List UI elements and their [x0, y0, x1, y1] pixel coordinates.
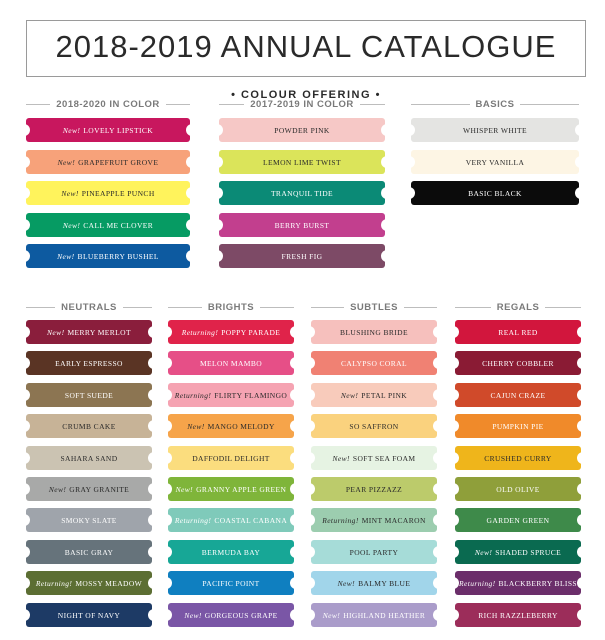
swatch-name: LOVELY LIPSTICK: [83, 125, 154, 135]
swatch-status: Returning!: [35, 578, 73, 588]
colour-swatch: [455, 508, 581, 532]
swatch-name: BASIC BLACK: [468, 188, 522, 198]
swatch-name: MERRY MERLOT: [67, 327, 131, 337]
colour-swatch: [219, 181, 385, 205]
column-heading: [219, 98, 385, 110]
swatch-name: CRUSHED CURRY: [484, 453, 552, 463]
swatch-name: SHADED SPRUCE: [495, 547, 562, 557]
colour-swatch: [411, 181, 579, 205]
colour-swatch: [26, 571, 152, 595]
column-heading-label: NEUTRALS: [61, 301, 117, 313]
swatch-name: REAL RED: [498, 327, 538, 337]
swatch-status: New!: [61, 188, 79, 198]
colour-swatch: [455, 351, 581, 375]
swatch-status: New!: [340, 390, 359, 400]
colour-swatch: [168, 383, 294, 407]
column-heading: [455, 301, 581, 313]
swatch-name: GORGEOUS GRAPE: [204, 610, 278, 620]
colour-swatch: [311, 320, 437, 344]
swatch-status: New!: [332, 453, 350, 463]
colour-swatch: [26, 351, 152, 375]
colour-swatch: [168, 508, 294, 532]
colour-swatch: [311, 477, 437, 501]
swatch-name: BASIC GRAY: [64, 547, 114, 557]
swatch-name: NIGHT OF NAVY: [57, 610, 121, 620]
swatch-name: FLIRTY FLAMINGO: [214, 390, 288, 400]
colour-swatch: [26, 181, 190, 205]
colour-swatch: [26, 320, 152, 344]
colour-swatch: [455, 414, 581, 438]
swatch-name: VERY VANILLA: [465, 157, 525, 167]
column-heading-label: BRIGHTS: [207, 301, 255, 313]
swatch-name: MELON MAMBO: [199, 358, 263, 368]
colour-swatch: [26, 244, 190, 268]
colour-swatch: [219, 213, 385, 237]
swatch-status: New!: [57, 157, 76, 167]
swatch-name: GRAY GRANITE: [69, 484, 130, 494]
swatch-name: BLACKBERRY BLISS: [498, 578, 577, 588]
colour-swatch: [455, 320, 581, 344]
column-heading-label: 2018-2020 IN COLOR: [56, 98, 160, 110]
colour-swatch: [455, 477, 581, 501]
swatch-status: New!: [175, 484, 194, 494]
colour-swatch: [219, 244, 385, 268]
swatch-status: New!: [322, 610, 341, 620]
colour-swatch: [168, 603, 294, 627]
swatch-name: CAJUN CRAZE: [490, 390, 546, 400]
colour-swatch: [168, 446, 294, 470]
colour-swatch: [168, 351, 294, 375]
swatch-name: FRESH FIG: [281, 251, 323, 261]
swatch-name: LEMON LIME TWIST: [263, 157, 341, 167]
swatch-name: CALL ME CLOVER: [83, 220, 154, 230]
swatch-name: RICH RAZZLEBERRY: [478, 610, 558, 620]
swatch-name: PEAR PIZZAZZ: [345, 484, 403, 494]
swatch-name: PINEAPPLE PUNCH: [81, 188, 155, 198]
colour-swatch: [26, 118, 190, 142]
swatch-status: New!: [48, 484, 67, 494]
swatch-status: New!: [47, 327, 65, 337]
swatch-status: New!: [184, 610, 202, 620]
title-frame: [26, 20, 586, 101]
colour-swatch: [455, 446, 581, 470]
colour-swatch: [311, 603, 437, 627]
swatch-name: BLUEBERRY BUSHEL: [77, 251, 159, 261]
swatch-name: CRUMB CAKE: [62, 421, 116, 431]
swatch-name: BALMY BLUE: [358, 578, 411, 588]
swatch-name: BERMUDA BAY: [201, 547, 261, 557]
column-heading: [311, 301, 437, 313]
swatch-status: Returning!: [181, 327, 219, 337]
colour-swatch: [26, 477, 152, 501]
swatch-name: PUMPKIN PIE: [492, 421, 544, 431]
swatch-name: SOFT SEA FOAM: [352, 453, 416, 463]
colour-swatch: [26, 383, 152, 407]
swatch-name: BLUSHING BRIDE: [340, 327, 408, 337]
colour-swatch: [411, 150, 579, 174]
colour-swatch: [26, 603, 152, 627]
swatch-name: GRANNY APPLE GREEN: [196, 484, 287, 494]
swatch-name: TRANQUIL TIDE: [270, 188, 334, 198]
colour-swatch: [455, 383, 581, 407]
colour-swatch: [219, 118, 385, 142]
colour-swatch: [219, 150, 385, 174]
swatch-name: MINT MACARON: [361, 515, 426, 525]
colour-swatch: [311, 351, 437, 375]
page-title: 2018-2019 ANNUAL CATALOGUE: [55, 29, 557, 64]
colour-swatch: [168, 320, 294, 344]
swatch-name: BERRY BURST: [274, 220, 330, 230]
colour-swatch: [311, 508, 437, 532]
colour-swatch: [168, 571, 294, 595]
swatch-name: SO SAFFRON: [349, 421, 399, 431]
colour-swatch: [455, 603, 581, 627]
column-heading-label: SUBTLES: [350, 301, 398, 313]
colour-swatch: [26, 213, 190, 237]
swatch-name: SAHARA SAND: [60, 453, 118, 463]
colour-swatch: [311, 446, 437, 470]
swatch-status: Returning!: [174, 390, 212, 400]
column-heading-label: 2017-2019 IN COLOR: [250, 98, 354, 110]
colour-swatch: [168, 414, 294, 438]
swatch-status: New!: [187, 421, 205, 431]
column-heading: [168, 301, 294, 313]
colour-swatch: [26, 540, 152, 564]
swatch-name: PETAL PINK: [361, 390, 408, 400]
swatch-name: POPPY PARADE: [221, 327, 281, 337]
colour-swatch: [168, 477, 294, 501]
colour-swatch: [411, 118, 579, 142]
column-heading-label: REGALS: [496, 301, 540, 313]
colour-swatch: [311, 571, 437, 595]
swatch-name: POWDER PINK: [274, 125, 330, 135]
swatch-name: MANGO MELODY: [207, 421, 275, 431]
swatch-name: CALYPSO CORAL: [341, 358, 407, 368]
colour-swatch: [311, 414, 437, 438]
swatch-name: WHISPER WHITE: [462, 125, 527, 135]
colour-swatch: [455, 540, 581, 564]
swatch-name: GRAPEFRUIT GROVE: [78, 157, 159, 167]
swatch-name: GARDEN GREEN: [486, 515, 550, 525]
swatch-status: New!: [57, 251, 75, 261]
swatch-status: Returning!: [322, 515, 359, 525]
swatch-name: SOFT SUEDE: [64, 390, 114, 400]
colour-swatch: [455, 571, 581, 595]
swatch-name: SMOKY SLATE: [61, 515, 117, 525]
swatch-name: POOL PARTY: [349, 547, 399, 557]
swatch-name: CHERRY COBBLER: [482, 358, 554, 368]
colour-swatch: [26, 150, 190, 174]
swatch-status: New!: [62, 220, 81, 230]
swatch-status: Returning!: [459, 578, 496, 588]
column-heading: [411, 98, 579, 110]
swatch-name: COASTAL CABANA: [214, 515, 288, 525]
swatch-name: HIGHLAND HEATHER: [343, 610, 426, 620]
column-heading: [26, 301, 152, 313]
swatch-status: New!: [474, 547, 493, 557]
swatch-status: Returning!: [174, 515, 212, 525]
swatch-status: New!: [337, 578, 356, 588]
colour-swatch: [26, 414, 152, 438]
swatch-status: New!: [62, 125, 81, 135]
swatch-name: DAFFODIL DELIGHT: [192, 453, 270, 463]
colour-swatch: [311, 540, 437, 564]
swatch-name: MOSSY MEADOW: [75, 578, 143, 588]
colour-swatch: [168, 540, 294, 564]
swatch-name: PACIFIC POINT: [202, 578, 260, 588]
column-heading-label: BASICS: [475, 98, 515, 110]
page-subtitle: • COLOUR OFFERING •: [219, 89, 393, 101]
colour-swatch: [26, 446, 152, 470]
colour-swatch: [26, 508, 152, 532]
colour-swatch: [311, 383, 437, 407]
column-heading: [26, 98, 190, 110]
swatch-name: EARLY ESPRESSO: [55, 358, 123, 368]
swatch-name: OLD OLIVE: [496, 484, 540, 494]
